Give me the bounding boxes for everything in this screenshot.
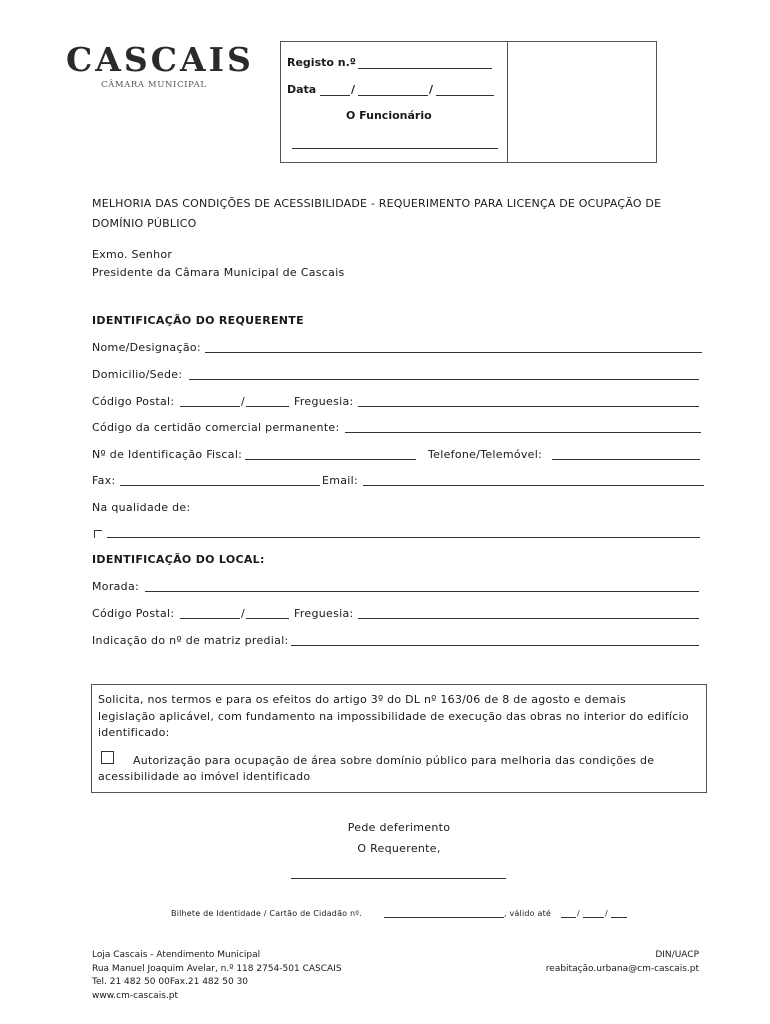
qualidade-label: Na qualidade de:: [92, 501, 191, 514]
data-separator-1: /: [351, 83, 356, 96]
local-codigo-postal-label: Código Postal:: [92, 607, 175, 620]
nif-label: Nº de Identificação Fiscal:: [92, 448, 243, 461]
local-codigo-postal-field-2[interactable]: [246, 618, 289, 619]
valido-ate-label: , válido até: [504, 909, 552, 918]
autorizacao-option-line-2: acessibilidade ao imóvel identificado: [98, 770, 311, 783]
matriz-field[interactable]: [291, 645, 699, 646]
footer-address: Rua Manuel Joaquim Avelar, n.º 118 2754-501 CASCAIS: [92, 963, 342, 974]
bilhete-identidade-field[interactable]: [384, 917, 504, 918]
o-requerente: O Requerente,: [357, 842, 441, 855]
local-codigo-postal-separator: /: [241, 607, 246, 620]
freguesia-field[interactable]: [358, 406, 699, 407]
telefone-label: Telefone/Telemóvel:: [428, 448, 543, 461]
local-codigo-postal-field-1[interactable]: [180, 618, 240, 619]
local-freguesia-label: Freguesia:: [294, 607, 354, 620]
valido-separator-2: /: [605, 909, 608, 918]
data-day-field[interactable]: [320, 95, 350, 96]
valido-separator-1: /: [577, 909, 580, 918]
registration-box-divider: [507, 41, 508, 163]
certidao-field[interactable]: [345, 432, 701, 433]
qualidade-checkbox[interactable]: [94, 530, 102, 538]
footer-email[interactable]: reabitação.urbana@cm-cascais.pt: [545, 963, 699, 974]
data-year-field[interactable]: [436, 95, 494, 96]
request-paragraph-line-1: Solicita, nos termos e para os efeitos do artigo 3º do DL nº 163/06 de 8 de agosto e demais: [98, 693, 627, 706]
nif-field[interactable]: [245, 459, 416, 460]
codigo-postal-field-2[interactable]: [246, 406, 289, 407]
funcionario-label: O Funcionário: [346, 109, 432, 122]
certidao-label: Código da certidão comercial permanente:: [92, 421, 340, 434]
matriz-label: Indicação do nº de matriz predial:: [92, 634, 289, 647]
requerente-signature-field[interactable]: [291, 878, 506, 879]
freguesia-label: Freguesia:: [294, 395, 354, 408]
fax-label: Fax:: [92, 474, 116, 487]
footer-right: [546, 949, 699, 976]
codigo-postal-label: Código Postal:: [92, 395, 175, 408]
registo-field[interactable]: [358, 68, 492, 69]
cascais-logo: CASCAIS: [66, 40, 254, 79]
data-month-field[interactable]: [358, 95, 428, 96]
domicilio-field[interactable]: [189, 379, 699, 380]
document-title-line-1: MELHORIA DAS CONDIÇÕES DE ACESSIBILIDADE - REQUERIMENTO PARA LICENÇA DE OCUPAÇÃO DE: [92, 197, 662, 210]
codigo-postal-separator: /: [241, 395, 246, 408]
funcionario-signature-field[interactable]: [292, 148, 498, 149]
data-label: Data: [287, 83, 317, 96]
morada-field[interactable]: [145, 591, 699, 592]
valido-year-field[interactable]: [611, 917, 627, 918]
bilhete-identidade-label: Bilhete de Identidade / Cartão de Cidadão nº.: [171, 909, 363, 918]
fax-field[interactable]: [120, 485, 320, 486]
morada-label: Morada:: [92, 580, 140, 593]
autorizacao-option-line-1: Autorização para ocupação de área sobre domínio público para melhoria das condições de: [133, 754, 655, 767]
request-paragraph-line-3: identificado:: [98, 726, 170, 739]
domicilio-label: Domicilio/Sede:: [92, 368, 183, 381]
footer-loja: Loja Cascais - Atendimento Municipal: [92, 950, 261, 960]
addressee-line-1: Exmo. Senhor: [92, 248, 173, 261]
autorizacao-checkbox[interactable]: [101, 751, 114, 764]
data-separator-2: /: [429, 83, 434, 96]
qualidade-field[interactable]: [107, 537, 700, 538]
footer-din-uacp: DIN/UACP: [655, 950, 699, 960]
requerente-heading: IDENTIFICAÇÃO DO REQUERENTE: [92, 314, 304, 327]
telefone-field[interactable]: [552, 459, 700, 460]
local-freguesia-field[interactable]: [358, 618, 699, 619]
registo-label: Registo n.º: [287, 56, 356, 69]
codigo-postal-field-1[interactable]: [180, 406, 240, 407]
local-heading: IDENTIFICAÇÃO DO LOCAL:: [92, 553, 265, 566]
footer-website[interactable]: www.cm-cascais.pt: [92, 990, 178, 1001]
nome-label: Nome/Designação:: [92, 341, 201, 354]
email-field[interactable]: [363, 485, 704, 486]
footer-phone-fax: Tel. 21 482 50 00Fax.21 482 50 30: [92, 977, 249, 987]
valido-month-field[interactable]: [583, 917, 604, 918]
pede-deferimento: Pede deferimento: [347, 821, 451, 834]
camara-municipal-label: CÂMARA MUNICIPAL: [101, 80, 207, 90]
valido-day-field[interactable]: [561, 917, 576, 918]
email-label: Email:: [322, 474, 359, 487]
addressee-line-2: Presidente da Câmara Municipal de Cascais: [92, 266, 345, 279]
footer-left: [92, 949, 342, 1003]
request-paragraph-line-2: legislação aplicável, com fundamento na impossibilidade de execução das obras no interior do edifício: [98, 710, 689, 723]
nome-field[interactable]: [205, 352, 702, 353]
document-title-line-2: DOMÍNIO PÚBLICO: [92, 217, 197, 230]
